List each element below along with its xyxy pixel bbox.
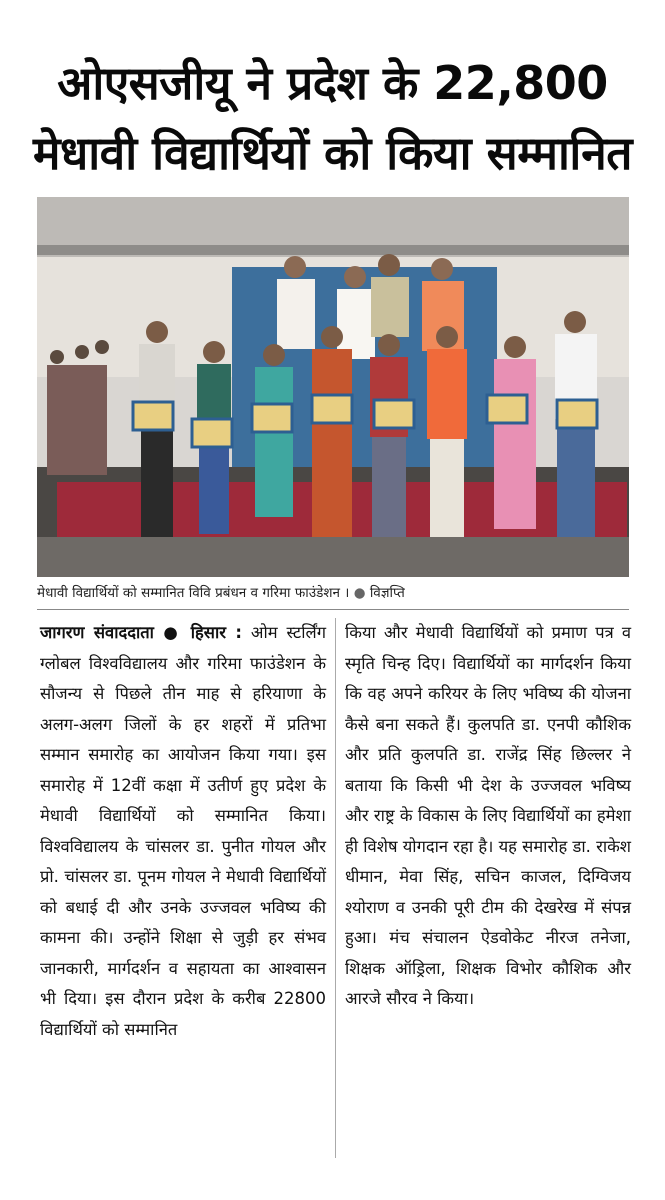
- event-photo-icon: [37, 197, 629, 577]
- article-byline: जागरण संवाददाता ● हिसार :: [40, 623, 242, 642]
- event-photo: [37, 197, 629, 577]
- article-column-left: [40, 618, 326, 1045]
- headline: [0, 48, 665, 188]
- caption-dot-icon: ●: [353, 585, 366, 601]
- photo-caption: [37, 584, 629, 602]
- article-right-body: किया और मेधावी विद्यार्थियों को प्रमाण पत्र व स्मृति चिन्ह दिए। विद्यार्थियों का मार्गदर्शन किया कि वह अपने करियर के लिए भविष्य की योजना कैसे बना सकते हैं। कुलपति डा. एनपी कौशिक और प्रति कुलपति डा. राजेंद्र सिंह छिल्लर ने बताया कि किसी भी देश के उज्जवल भविष्य और राष्ट्र के विकास के लिए विद्यार्थियों का हमेशा ही विशेष योगदान रहा है। यह समारोह डा. राकेश धीमान, मेवा सिंह, सचिन काजल, दिग्विजय श्योराण व उनकी पूरी टीम की देखरेख में संपन्न हुआ। मंच संचालन ऐडवोकेट नीरज तनेजा, शिक्षक ऑड्रिला, शिक्षक विभोर कौशिक और आरजे सौरव ने किया।: [345, 623, 631, 1008]
- caption-credit: विज्ञप्ति: [369, 585, 405, 601]
- caption-divider: [37, 609, 629, 610]
- headline-line-1: ओएसजीयू ने प्रदेश के 22,800: [57, 56, 608, 110]
- article-left-body: ओम स्टर्लिंग ग्लोबल विश्वविद्यालय और गरिमा फाउंडेशन के सौजन्य से पिछले तीन माह से हरियाणा के अलग-अलग जिलों के हर शहरों में प्रतिभा सम्मान समारोह का आयोजन किया गया। इस समारोह में 12वीं कक्षा में उतीर्ण हुए प्रदेश के मेधावी विद्यार्थियों को सम्मानित किया। विश्वविद्यालय के चांसलर डा. पुनीत गोयल और प्रो. चांसलर डा. पूनम गोयल ने मेधावी विद्यार्थियों को बधाई दी और उनके उज्जवल भविष्य की कामना की। उन्होंने शिक्षा से जुड़ी हर संभव जानकारी, मार्गदर्शन व सहायता का आश्वासन भी दिया। इस दौरान प्रदेश के करीब 22800 विद्यार्थियों को सम्मानित: [40, 623, 326, 1039]
- article-column-right: [345, 618, 631, 1015]
- column-divider: [335, 618, 336, 1158]
- headline-line-2: मेधावी विद्यार्थियों को किया सम्मानित: [32, 126, 633, 180]
- caption-text: मेधावी विद्यार्थियों को सम्मानित विवि प्रबंधन व गरिमा फाउंडेशन ।: [37, 585, 350, 601]
